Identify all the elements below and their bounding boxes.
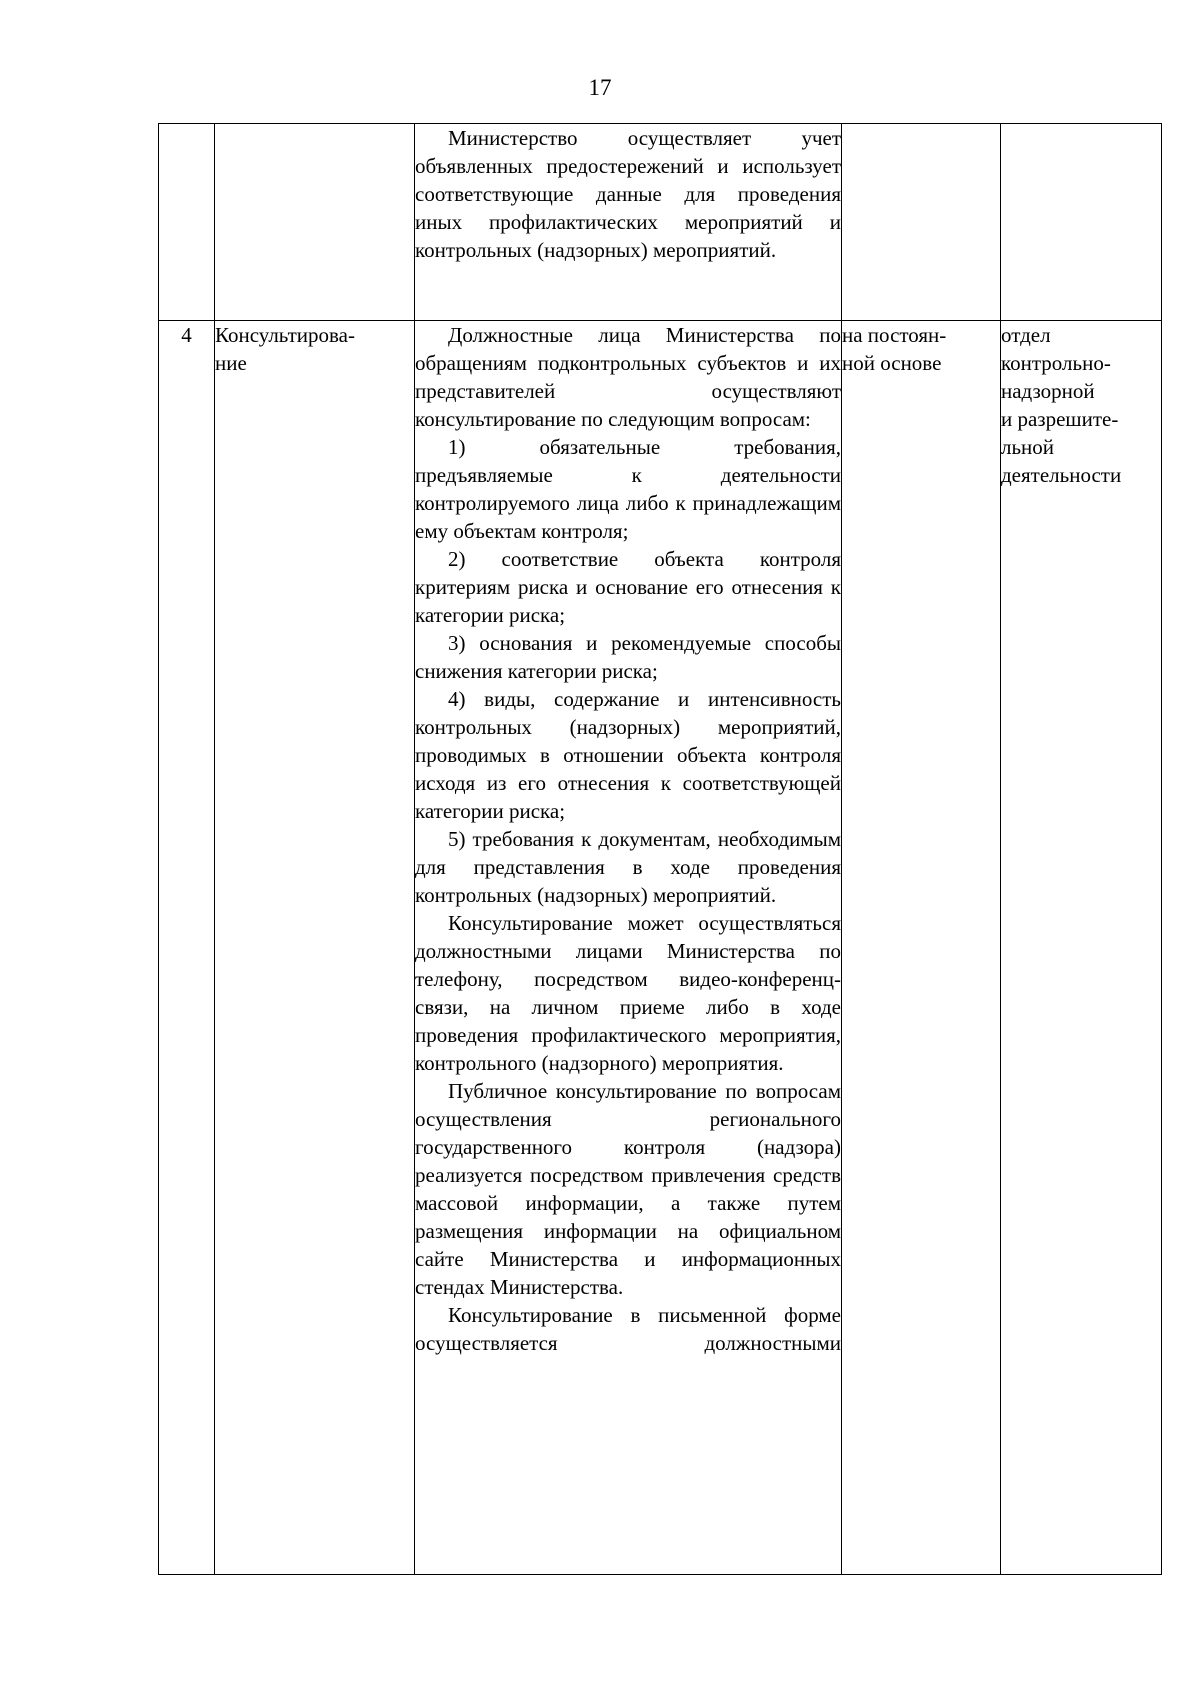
measure-description-cell [415,124,842,321]
description-paragraph: Должностные лица Министерства по обращениям подконтрольных субъектов и их представителей осуществляют консультирование по следующим вопросам: [415,323,841,431]
description-paragraph: Консультирование может осуществляться должностными лицами Министерства по телефону, посредством видео-конференц-связи, на личном приеме либо в ходе проведения профилактического мероприятия, контрольного (надзорного) мероприятия. [415,911,841,1075]
description-paragraph: 1) обязательные требования, предъявляемые к деятельности контролируемого лица либо к принадлежащим ему объектам контроля; [415,435,841,543]
period-cell [842,124,1001,321]
row-number-cell: 4 [159,321,215,1575]
period-text: на постоян- ной основе [842,323,947,375]
row-number-cell [159,124,215,321]
description-paragraph: Публичное консультирование по вопросам осуществления регионального государственного контроля (надзора) реализуется посредством привлечения средств массовой информации, а также путем размещения информации на официальном сайте Министерства и информационных стендах Министерства. [415,1079,841,1299]
measure-name-cell [215,124,415,321]
table-row [159,124,1162,321]
measures-table [158,123,1162,1575]
description-paragraph: 4) виды, содержание и интенсивность контрольных (надзорных) мероприятий, проводимых в отношении объекта контроля исходя из его отнесения к соответствующей категории риска; [415,687,841,823]
description-paragraph: 5) требования к документам, необходимым для представления в ходе проведения контрольных (надзорных) мероприятий. [415,827,841,907]
responsible-unit-cell [1001,321,1162,1575]
description-paragraph: Министерство осуществляет учет объявленных предостережений и использует соответствующие данные для проведения иных профилактических мероприятий и контрольных (надзорных) мероприятий. [415,126,841,262]
measure-name: Консультирова- ние [215,323,355,375]
period-cell [842,321,1001,1575]
page-number: 17 [588,75,612,100]
responsible-unit-cell [1001,124,1162,321]
description-paragraph: Консультирование в письменной форме осуществляется должностными [415,1303,841,1355]
measure-name-cell [215,321,415,1575]
measure-description-cell [415,321,842,1575]
description-paragraph: 3) основания и рекомендуемые способы снижения категории риска; [415,631,841,683]
responsible-unit-text: отдел контрольно- надзорной и разрешите- льной деятельности [1001,323,1122,487]
table-row [159,321,1162,1575]
description-paragraph: 2) соответствие объекта контроля критериям риска и основание его отнесения к категории риска; [415,547,841,627]
